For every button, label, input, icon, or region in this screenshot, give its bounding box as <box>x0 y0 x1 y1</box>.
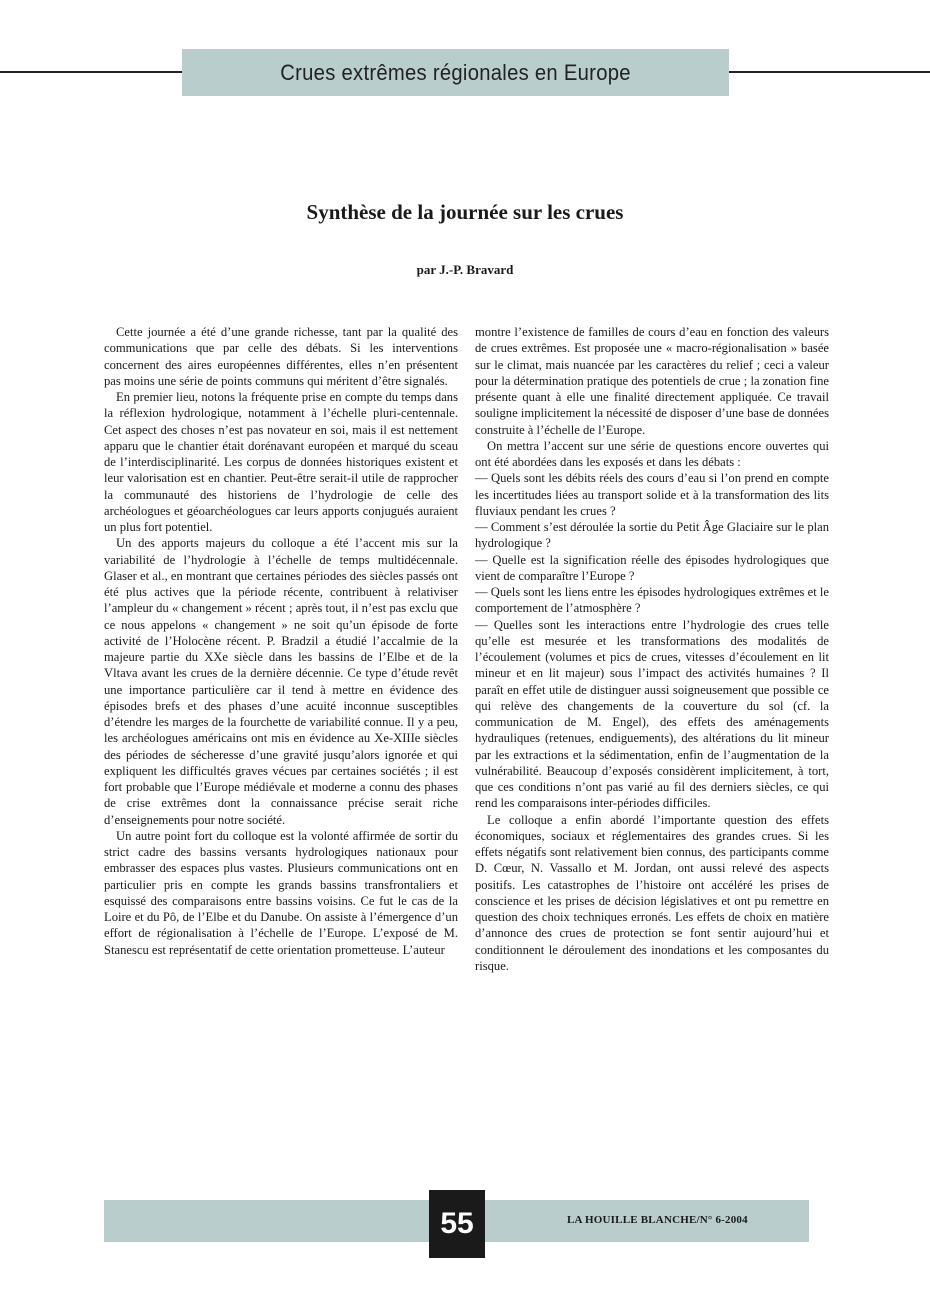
header-rule-right <box>729 71 930 73</box>
question-item: — Comment s’est déroulée la sortie du Petit Âge Glaciaire sur le plan hydrologique ? <box>475 520 829 551</box>
paragraph: Un autre point fort du colloque est la volonté affirmée de sortir du strict cadre des bassins versants hydrologiques nationaux pour embrasser des espaces plus vastes. Plusieurs communications ont en particulier pris en compte les grands bassins transfrontaliers et esquissé des comparaisons entre bassins voisins. Ce fut le cas de la Loire et du Pô, de l’Elbe et du Danube. On assiste à l’émergence d’un effort de régionalisation à l’échelle de l’Europe. L’exposé de M. Stanescu est représentatif de cette orientation prometteuse. L’auteur <box>104 828 458 957</box>
paragraph: montre l’existence de familles de cours d’eau en fonction des valeurs de crues extrêmes. Est proposée une « macro-régionalisation » basée sur le climat, mais nuancée par les caractères du relief ; ceci a valeur pour la détermination pratique des potentiels de crue ; la zonation fine présente quant à elle une finalité directement appliquée. Ce travail souligne implicitement la nécessité de disposer d’une base de données construite à l’échelle de l’Europe. <box>475 325 829 437</box>
header-rule-left <box>0 71 182 73</box>
question-item: — Quels sont les débits réels des cours d’eau si l’on prend en compte les incertitudes liées au transport solide et à la transformation des lits fluviaux pendant les crues ? <box>475 471 829 518</box>
left-column <box>104 324 458 958</box>
question-item: — Quelles sont les interactions entre l’hydrologie des crues telle qu’elle est mesurée et les transformations des modalités de l’écoulement (volumes et pics de crues, vitesses d’écoulement en lit mineur et en lit majeur) sous l’impact des activités humaines ? Il paraît en effet utile de distinguer aussi soigneusement que possible ce qui relève des changements de la couverture du sol (cf. la communication de M. Engel), des effets des aménagements hydrauliques (retenues, endiguements), des altérations du lit mineur par les extractions et la sédimentation, enfin de l’augmentation de la vulnérabilité. Beaucoup d’exposés considèrent implicitement, à tort, que ces conditions n’ont pas varié au fil des derniers siècles, ce qui rend les comparaisons inter-périodes difficiles. <box>475 617 829 811</box>
paragraph: Cette journée a été d’une grande richesse, tant par la qualité des communications que par celle des débats. Si les interventions concernent des aires européennes différentes, elles n’en présentent pas moins une série de points communs qui méritent d’être signalés. <box>104 325 458 388</box>
paragraph: En premier lieu, notons la fréquente prise en compte du temps dans la réflexion hydrologique, notamment à l’échelle pluri-centennale. Cet aspect des choses n’est pas novateur en soi, mais il est nettement apparu que le chantier était dorénavant européen et marqué du sceau de l’interdisciplinarité. Les corpus de données historiques existent et leur valorisation est en chantier. Peut-être serait-il utile de rapprocher la communauté des historiens de l’hydrologie de celle des archéologues et géoarchéologues car leurs apports conjugués auraient un plus fort potentiel. <box>104 390 458 534</box>
article-byline: par J.-P. Bravard <box>416 262 514 277</box>
article-title: Synthèse de la journée sur les crues <box>306 200 624 224</box>
page-number: 55 <box>429 1190 485 1258</box>
section-header <box>182 49 729 96</box>
journal-reference: LA HOUILLE BLANCHE/N° 6-2004 <box>567 1214 748 1226</box>
question-item: — Quelle est la signification réelle des épisodes hydrologiques que vient de comparaître l’Europe ? <box>475 552 829 583</box>
paragraph: Un des apports majeurs du colloque a été l’accent mis sur la variabilité de l’hydrologie à l’échelle de temps multidécennale. Glaser et al., en montrant que certaines périodes des siècles passés ont été plus actives que la période récente, contribuent à relativiser l’ampleur du « changement » récent ; après tout, il n’est pas exclu que ce nous appelons « changement » ne soit qu’un épisode de forte activité de l’Holocène récent. P. Bradzil a étudié l’accalmie de la majeure partie du XXe siècle dans les bassins de l’Elbe et de la Vltava avant les crues de la dernière décennie. Ce type d’étude revêt une importance particulière car il tend à mettre en évidence des épisodes brefs et des phases d’une acuité inconnue susceptibles d’étendre les marges de la fourchette de variabilité connue. Il y a peu, les archéologues américains ont mis en évidence au Xe-XIIIe siècles des périodes de sécheresse d’une gravité jusqu’alors ignorée et qui expliquent les difficultés graves vécues par certaines sociétés ; il est fort probable que l’Europe médiévale et moderne a connu des phases de crise extrêmes dont la connaissance précise serait riche d’enseignements pour notre société. <box>104 536 458 827</box>
section-title: Crues extrêmes régionales en Europe <box>280 59 631 85</box>
paragraph: Le colloque a enfin abordé l’importante question des effets économiques, sociaux et réglementaires des grandes crues. Si les effets négatifs sont relativement bien connus, des participants comme D. Cœur, N. Vassallo et M. Jordan, ont aussi relevé des aspects positifs. Les catastrophes de l’histoire ont accéléré les prises de conscience et les prises de décision législatives et ont pu remettre en question des choix techniques erronés. Les effets de choix en matière d’annonce des crues de protection se font sentir aujourd’hui et conditionnent le déroulement des inondations et les composantes du risque. <box>475 812 829 973</box>
paragraph: On mettra l’accent sur une série de questions encore ouvertes qui ont été abordées dans les exposés et dans les débats : <box>475 438 829 469</box>
right-column <box>475 324 829 974</box>
question-item: — Quels sont les liens entre les épisodes hydrologiques extrêmes et le comportement de l’atmosphère ? <box>475 585 829 616</box>
